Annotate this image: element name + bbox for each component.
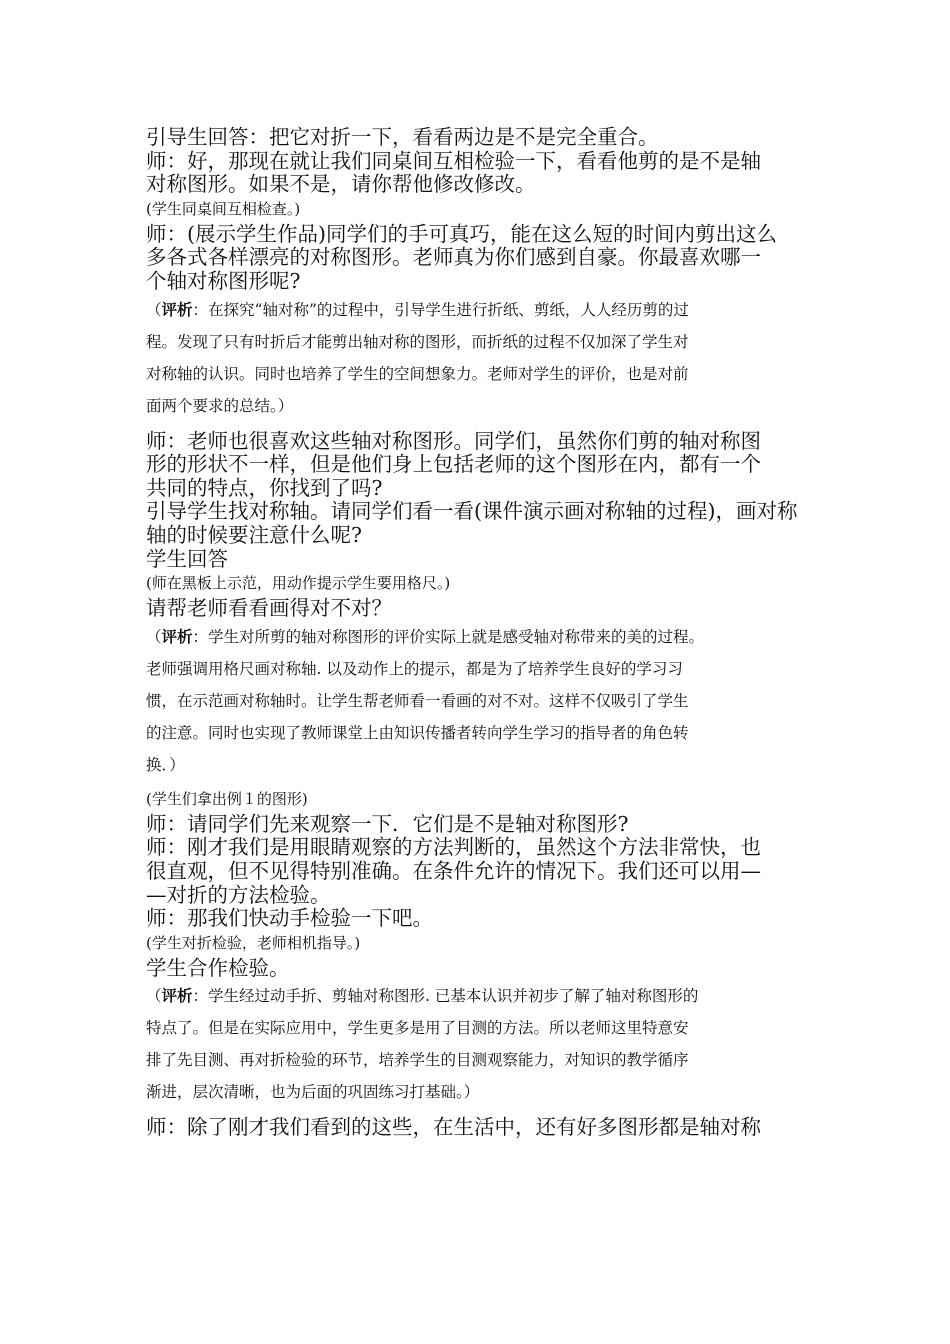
commentary-line: 渐进，层次清晰，也为后面的巩固练习打基础。）: [146, 1083, 480, 1102]
commentary-first-line: （评析：学生经过动手折、剪轴对称图形. 已基本认识并初步了解了轴对称图形的: [146, 986, 699, 1006]
commentary-line: 特点了。但是在实际应用中，学生更多是用了目测的方法。所以老师这里特意安: [146, 1019, 689, 1038]
dialogue-line: 师：除了刚才我们看到的这些，在生活中，还有好多图形都是轴对称: [146, 1115, 761, 1140]
commentary-3: [146, 980, 826, 1108]
stage-direction: (师在黑板上示范，用动作提示学生要用格尺。): [146, 574, 451, 593]
dialogue-line: 引导学生找对称轴。请同学们看一看(课件演示画对称轴的过程)，画对称: [146, 499, 798, 524]
commentary-line: 面两个要求的总结。）: [146, 396, 294, 415]
dialogue-line: —对折的方法检验。: [146, 882, 331, 907]
commentary-label: 评析: [161, 626, 193, 646]
stage-direction: (学生对折检验，老师相机指导。): [146, 933, 361, 952]
dialogue-line: 师：请同学们先来观察一下．它们是不是轴对称图形?: [146, 811, 629, 836]
dialogue-block-2: [146, 430, 826, 621]
dialogue-line: 对称图形。如果不是，请你帮他修改修改。: [146, 172, 536, 197]
dialogue-line: 学生回答: [146, 546, 228, 571]
commentary-2: [146, 621, 826, 781]
stage-direction: (学生同桌间互相检查。): [146, 199, 301, 218]
stage-direction: (学生们拿出例１的图形): [146, 789, 308, 808]
dialogue-line: 个轴对称图形呢?: [146, 268, 301, 293]
dialogue-line: 学生合作检验。: [146, 955, 290, 980]
commentary-line: 换．）: [146, 755, 185, 774]
dialogue-line: 师：老师也很喜欢这些轴对称图形。同学们，虽然你们剪的轴对称图: [146, 428, 761, 453]
commentary-line: 惯，在示范画对称轴时。让学生帮老师看一看画的对不对。这样不仅吸引了学生: [146, 691, 689, 710]
commentary-label: 评析: [161, 986, 193, 1006]
dialogue-line: 师：(展示学生作品)同学们的手可真巧，能在这么短的时间内剪出这么: [146, 221, 777, 246]
commentary-label: 评析: [161, 299, 193, 319]
commentary-line: 对称轴的认识。同时也培养了学生的空间想象力。老师对学生的评价，也是对前: [146, 364, 689, 383]
dialogue-block-4: [146, 1116, 826, 1140]
commentary-line: 的注意。同时也实现了教师课堂上由知识传播者转向学生学习的指导者的角色转: [146, 723, 689, 742]
commentary-line: 程。发现了只有时折后才能剪出轴对称的图形，而折纸的过程不仅加深了学生对: [146, 332, 689, 351]
dialogue-block-1: [146, 126, 826, 294]
commentary-first-line: （评析：在探究“轴对称”的过程中，引导学生进行折纸、剪纸，人人经历剪的过: [146, 299, 689, 319]
dialogue-block-3: [146, 789, 826, 981]
dialogue-line: 很直观，但不见得特别准确。在条件允许的情况下。我们还可以用—: [146, 858, 761, 883]
dialogue-line: 师：好，那现在就让我们同桌间互相检验一下，看看他剪的是不是轴: [146, 148, 761, 173]
dialogue-line: 多各式各样漂亮的对称图形。老师真为你们感到自豪。你最喜欢哪一: [146, 245, 761, 270]
commentary-line: 排了先目测、再对折检验的环节，培养学生的目测观察能力，对知识的教学循序: [146, 1051, 689, 1070]
commentary-1: [146, 294, 826, 422]
dialogue-line: 师：那我们快动手检验一下吧。: [146, 906, 433, 931]
dialogue-line: 引导生回答：把它对折一下，看看两边是不是完全重合。: [146, 125, 659, 149]
dialogue-line: 共同的特点，你找到了吗?: [146, 475, 383, 500]
document-page: [146, 126, 826, 1140]
dialogue-line: 轴的时候要注意什么呢?: [146, 522, 362, 547]
commentary-first-line: （评析：学生对所剪的轴对称图形的评价实际上就是感受轴对称带来的美的过程。: [146, 626, 705, 646]
dialogue-line: 形的形状不一样，但是他们身上包括老师的这个图形在内，都有一个: [146, 452, 761, 477]
dialogue-line: 请帮老师看看画得对不对？: [146, 596, 392, 621]
commentary-line: 老师强调用格尺画对称轴. 以及动作上的提示，都是为了培养学生良好的学习习: [146, 659, 683, 678]
dialogue-line: 师：刚才我们是用眼睛观察的方法判断的，虽然这个方法非常快，也: [146, 835, 761, 860]
